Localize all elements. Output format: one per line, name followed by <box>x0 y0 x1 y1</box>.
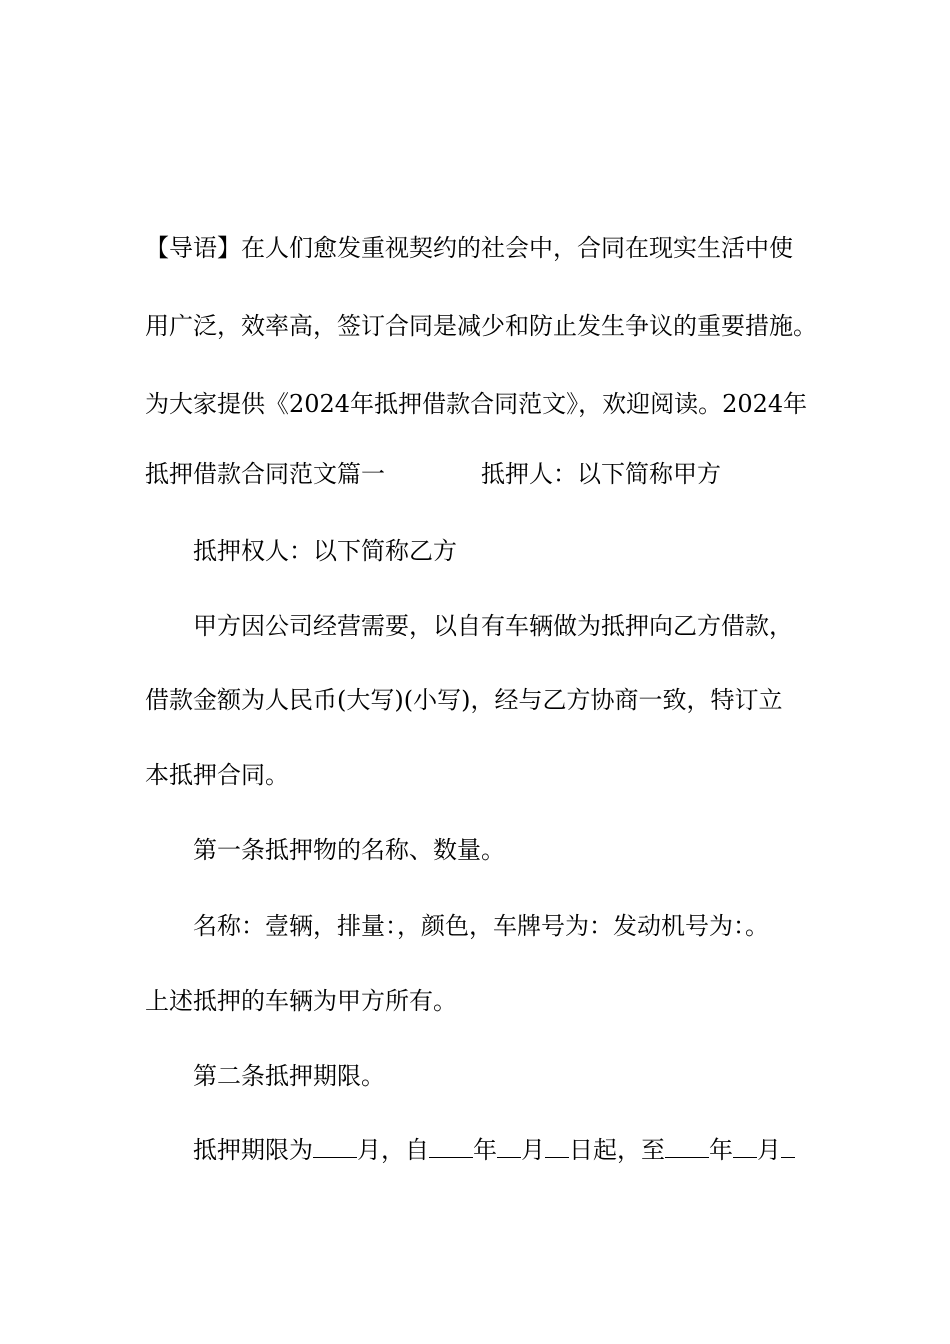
term-text-5: 日起，至 <box>569 1136 665 1164</box>
blank-field <box>781 1135 795 1158</box>
intro-line-2: 用广泛，效率高，签订合同是减少和防止发生争议的重要措施。 <box>145 312 817 340</box>
paragraph-line-3: 本抵押合同。 <box>145 761 289 789</box>
article-1-item: 名称：壹辆，排量：，颜色，车牌号为：发动机号为：。 <box>193 912 769 940</box>
mortgagor-line: 抵押人：以下简称甲方 <box>481 460 721 488</box>
term-text-2: 月，自 <box>357 1136 429 1164</box>
intro-line-3: 为大家提供《2024年抵押借款合同范文》，欢迎阅读。2024年 <box>145 390 808 418</box>
ownership-line: 上述抵押的车辆为甲方所有。 <box>145 987 457 1015</box>
blank-field <box>429 1135 473 1158</box>
blank-field <box>313 1135 357 1158</box>
term-text-6: 年 <box>709 1136 733 1164</box>
term-text-4: 月 <box>521 1136 545 1164</box>
title-line <box>145 458 721 490</box>
document-title: 抵押借款合同范文篇一 <box>145 460 385 488</box>
article-1-heading: 第一条抵押物的名称、数量。 <box>193 836 505 864</box>
blank-field <box>545 1135 569 1158</box>
term-text-1: 抵押期限为 <box>193 1136 313 1164</box>
term-text-3: 年 <box>473 1136 497 1164</box>
term-text-7: 月 <box>757 1136 781 1164</box>
blank-field <box>733 1135 757 1158</box>
article-2-heading: 第二条抵押期限。 <box>193 1062 385 1090</box>
mortgagee-line: 抵押权人：以下简称乙方 <box>193 537 457 565</box>
term-line <box>193 1134 795 1166</box>
blank-field <box>497 1135 521 1158</box>
paragraph-line-1: 甲方因公司经营需要，以自有车辆做为抵押向乙方借款， <box>193 612 793 640</box>
intro-line-1: 【导语】在人们愈发重视契约的社会中，合同在现实生活中使 <box>145 234 793 262</box>
paragraph-line-2: 借款金额为人民币(大写)(小写)，经与乙方协商一致，特订立 <box>145 686 783 714</box>
blank-field <box>665 1135 709 1158</box>
